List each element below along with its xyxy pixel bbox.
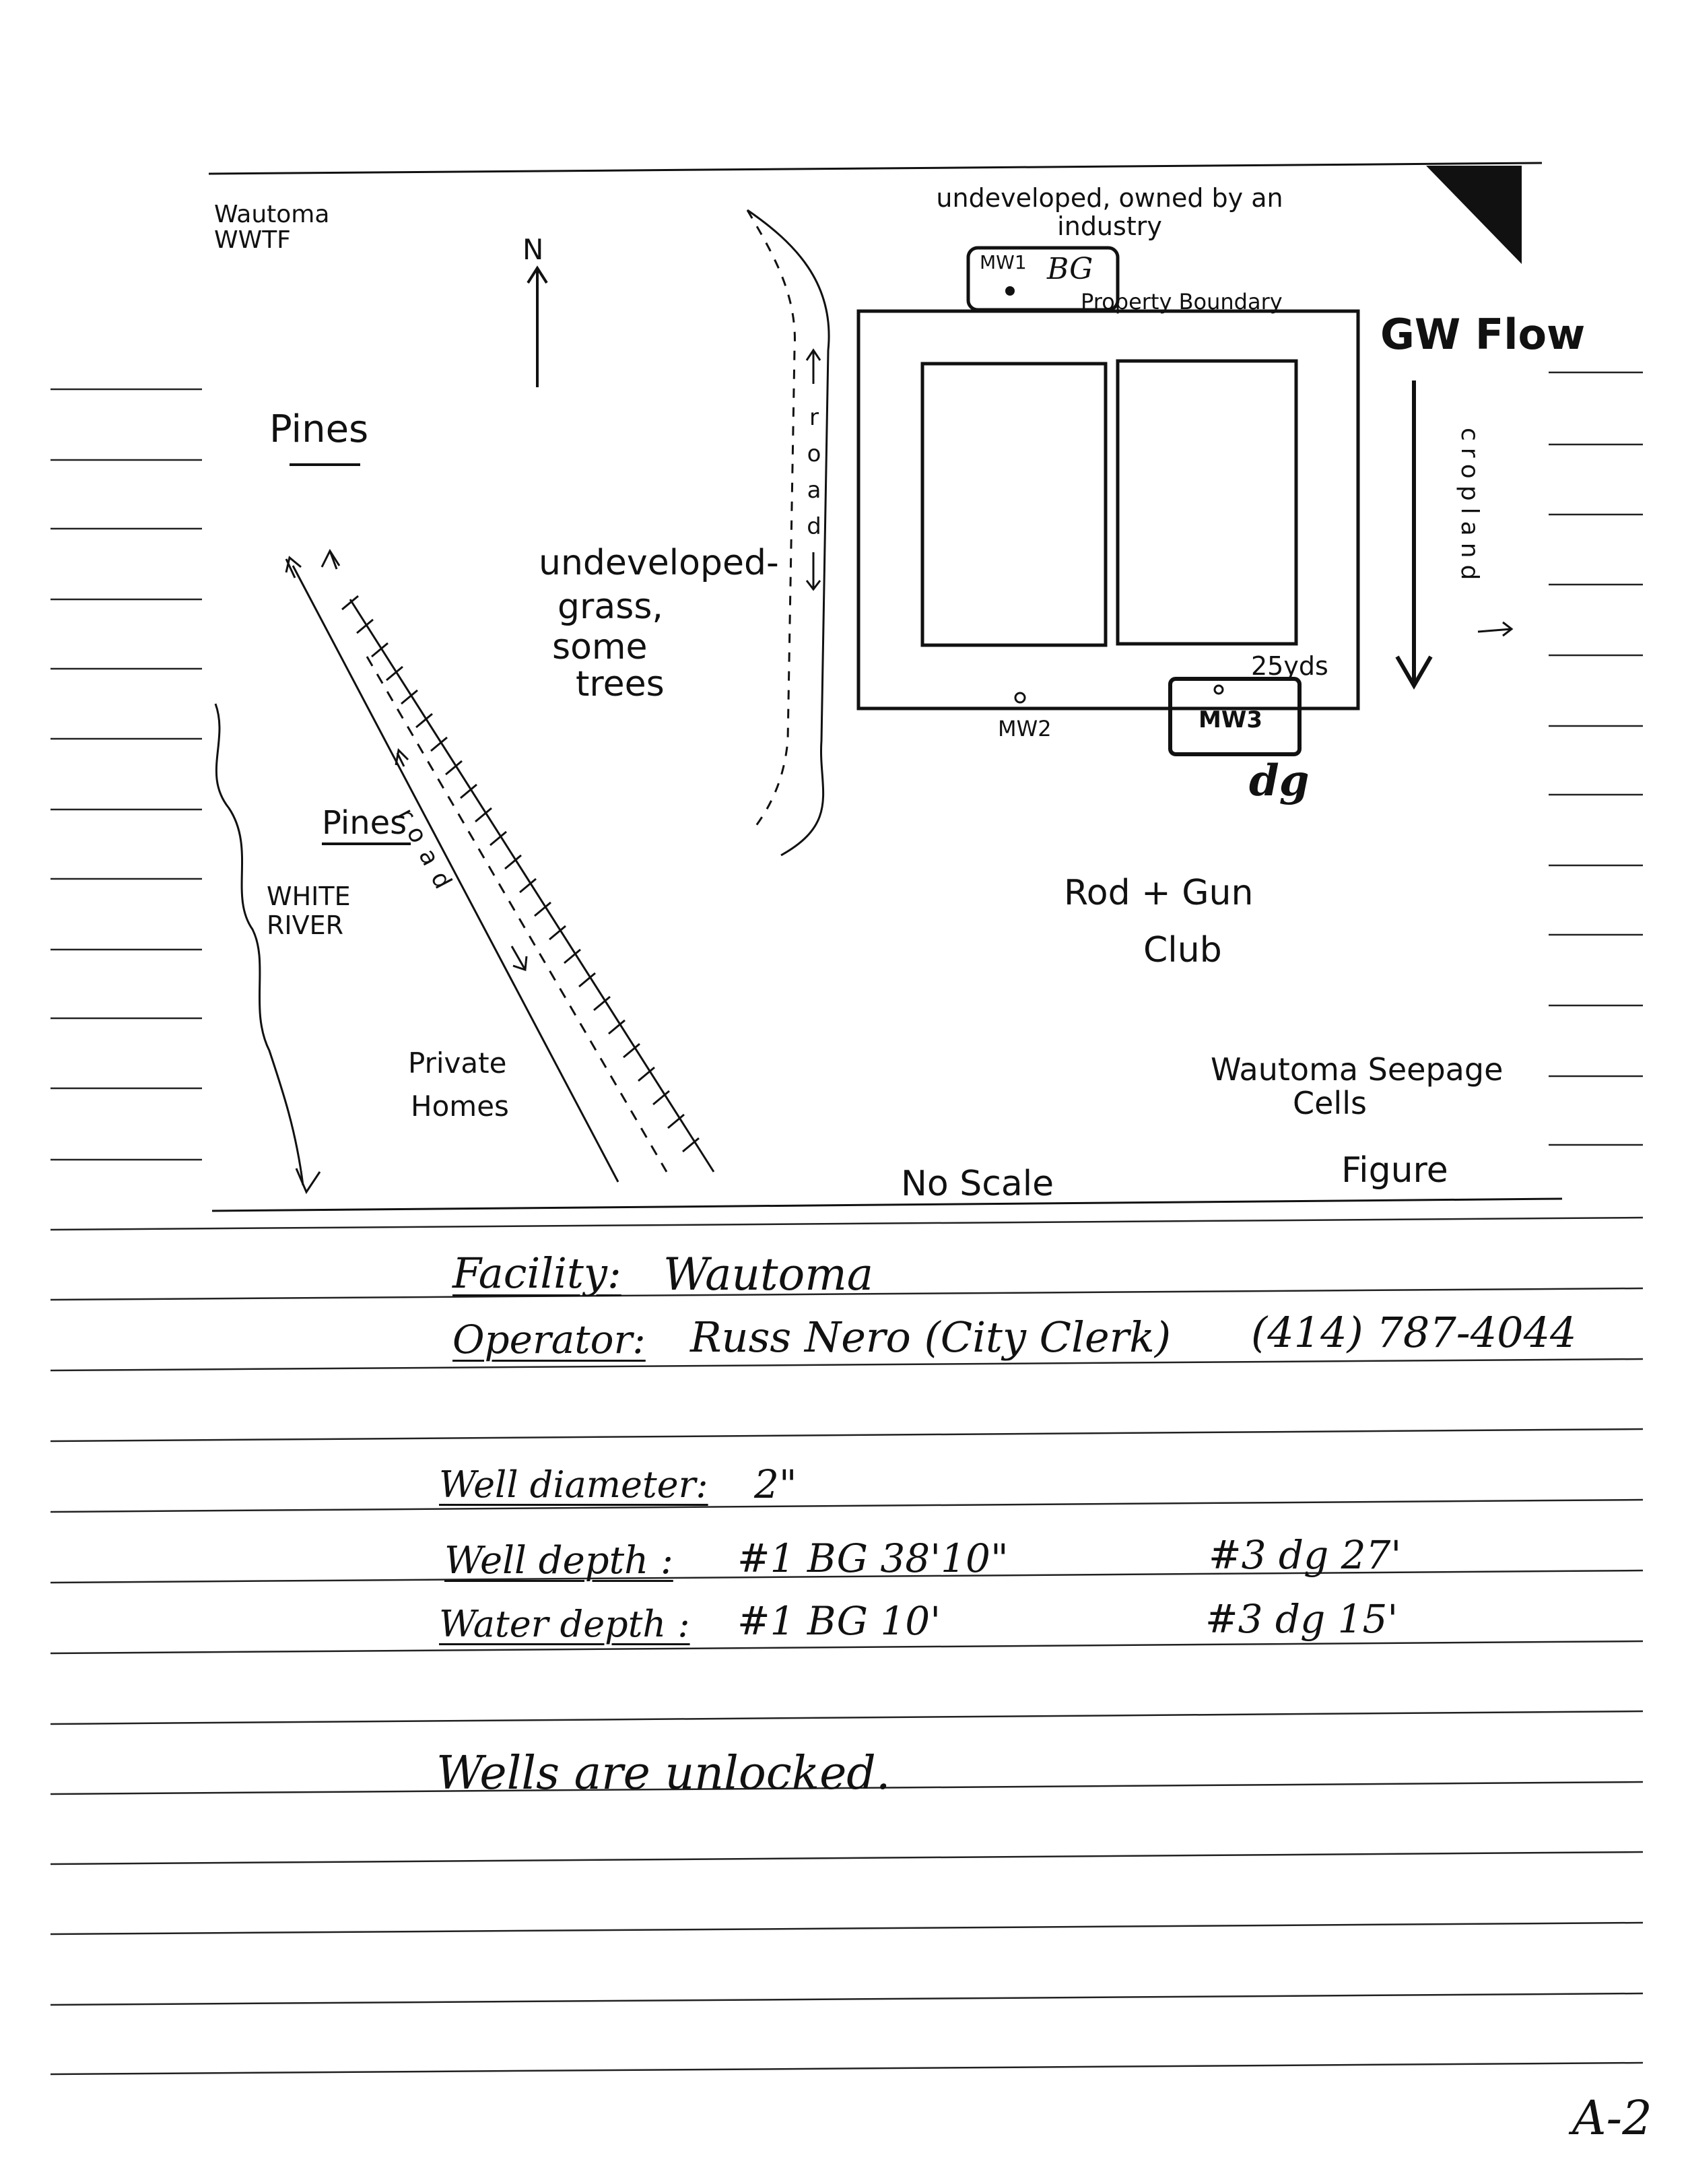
well-diameter-value: 2"	[754, 1461, 797, 1507]
river-flow-arrow	[296, 1168, 320, 1192]
page-id: A-2	[1572, 2090, 1652, 2146]
label-private-homes-2: Homes	[411, 1090, 509, 1123]
label-figure: Figure	[1341, 1150, 1448, 1191]
operator-value: Russ Nero (City Clerk)	[690, 1313, 1172, 1362]
label-pines-top: Pines	[269, 407, 369, 451]
map-top-border	[209, 163, 1542, 174]
label-mw1: MW1	[980, 251, 1027, 273]
water-depth-3: #3 dg 15'	[1205, 1596, 1398, 1642]
well-diameter-label: Well diameter:	[439, 1463, 708, 1506]
well-depth-1: #1 BG 38'10"	[737, 1535, 1009, 1581]
property-boundary	[858, 311, 1358, 708]
label-seepage-cells-1: Wautoma Seepage	[1211, 1051, 1504, 1088]
operator-label: Operator:	[452, 1317, 646, 1362]
label-property-boundary: Property Boundary	[1081, 289, 1283, 315]
label-white-river-2: RIVER	[267, 911, 344, 940]
seepage-cell-1	[922, 364, 1106, 645]
water-depth-1: #1 BG 10'	[737, 1598, 941, 1644]
water-depth-label: Water depth :	[439, 1603, 690, 1645]
corner-shading	[1426, 166, 1522, 264]
label-undeveloped-grass-4: trees	[576, 664, 665, 704]
label-gw-flow: GW Flow	[1380, 310, 1586, 359]
label-no-scale: No Scale	[901, 1164, 1054, 1204]
label-mw1-bg: BG	[1047, 252, 1093, 286]
label-pines-mid: Pines	[322, 804, 407, 842]
wells-unlocked-note: Wells are unlocked.	[436, 1747, 891, 1800]
label-wautoma-wwtf: Wautoma WWTF	[214, 201, 330, 254]
well-depth-3: #3 dg 27'	[1209, 1532, 1402, 1578]
label-undeveloped-industry: undeveloped, owned by an industry	[936, 183, 1283, 241]
mw1-well	[1005, 286, 1015, 296]
label-cropland: cropland	[1456, 428, 1483, 587]
label-white-river-1: WHITE	[267, 882, 351, 911]
well-depth-label: Well depth :	[444, 1539, 673, 1583]
label-undeveloped-grass-2: grass,	[558, 587, 663, 627]
north-label: N	[522, 233, 544, 266]
label-seepage-cells-2: Cells	[1293, 1085, 1367, 1121]
cropland-arrow	[1478, 622, 1512, 636]
north-arrow	[528, 268, 547, 387]
facility-value: Wautoma	[663, 1249, 874, 1300]
mw2-well	[1015, 693, 1025, 702]
label-mw2: MW2	[998, 716, 1052, 741]
label-distance: 25yds	[1251, 651, 1328, 681]
label-rod-gun-1: Rod + Gun	[1064, 873, 1254, 913]
label-rod-gun-2: Club	[1143, 930, 1222, 970]
label-private-homes-1: Private	[408, 1047, 507, 1080]
mw3-well	[1215, 686, 1223, 694]
label-undeveloped-grass-1: undeveloped-	[539, 543, 779, 583]
map-bottom-border	[212, 1199, 1562, 1211]
operator-phone: (414) 787-4044	[1251, 1308, 1577, 1357]
label-mw3: MW3	[1199, 706, 1262, 733]
label-undeveloped-grass-3: some	[552, 627, 648, 667]
gw-flow-arrow	[1397, 380, 1431, 686]
facility-label: Facility:	[452, 1249, 621, 1298]
label-road-diagonal: road	[391, 803, 462, 903]
label-road-vertical: road	[801, 404, 828, 550]
label-mw3-dg: dg	[1249, 756, 1310, 806]
white-river	[215, 704, 303, 1185]
seepage-cell-2	[1118, 361, 1296, 644]
